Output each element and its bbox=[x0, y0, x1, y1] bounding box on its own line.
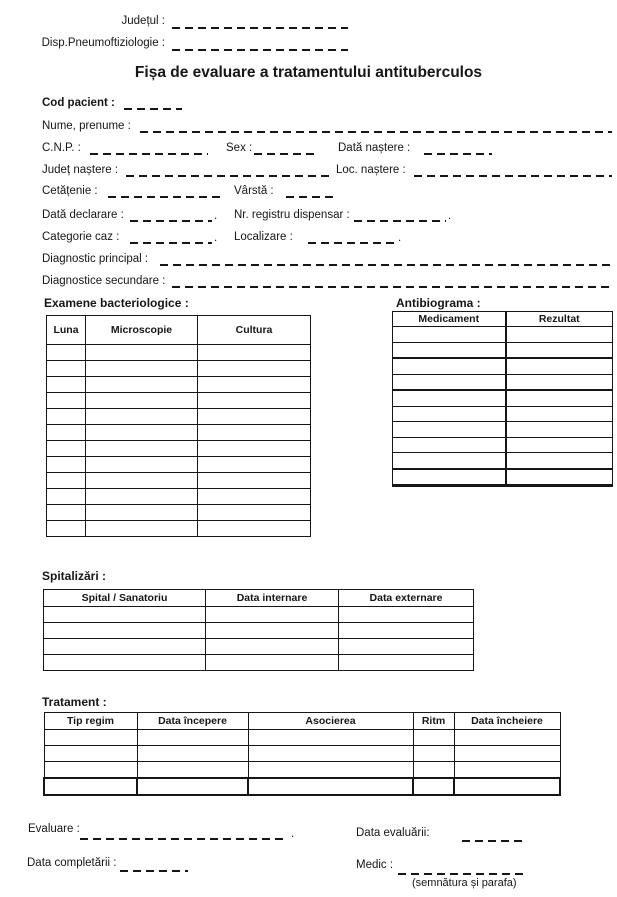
empty-cell bbox=[393, 437, 506, 453]
empty-cell bbox=[198, 393, 311, 409]
evaluare-label: Evaluare : bbox=[28, 823, 80, 835]
diagnostic-principal-blank bbox=[160, 264, 612, 266]
empty-row bbox=[44, 730, 560, 746]
tratament-heading: Tratament : bbox=[42, 695, 107, 709]
categorie-caz-label: Categorie caz : bbox=[42, 231, 120, 243]
empty-row bbox=[47, 377, 311, 393]
empty-cell bbox=[86, 489, 198, 505]
empty-cell bbox=[44, 655, 206, 671]
empty-cell bbox=[454, 762, 560, 779]
evaluare-blank bbox=[80, 838, 288, 840]
empty-cell bbox=[454, 746, 560, 762]
empty-cell bbox=[137, 778, 248, 795]
column-header: Ritm bbox=[413, 713, 454, 730]
empty-cell bbox=[47, 457, 86, 473]
empty-cell bbox=[198, 377, 311, 393]
empty-cell bbox=[339, 655, 474, 671]
empty-cell bbox=[198, 521, 311, 537]
empty-cell bbox=[206, 655, 339, 671]
empty-row bbox=[47, 457, 311, 473]
empty-cell bbox=[206, 639, 339, 655]
empty-cell bbox=[413, 762, 454, 779]
empty-cell bbox=[506, 469, 613, 486]
empty-cell bbox=[47, 393, 86, 409]
empty-cell bbox=[44, 639, 206, 655]
varsta-blank bbox=[286, 196, 334, 198]
empty-row bbox=[393, 390, 613, 406]
header-row bbox=[44, 590, 474, 607]
empty-row bbox=[47, 393, 311, 409]
empty-row bbox=[47, 441, 311, 457]
column-header: Tip regim bbox=[44, 713, 137, 730]
empty-cell bbox=[86, 425, 198, 441]
cetatenie-label: Cetățenie : bbox=[42, 185, 98, 197]
empty-row bbox=[47, 425, 311, 441]
empty-row bbox=[393, 327, 613, 343]
empty-cell bbox=[393, 374, 506, 390]
data-declarare-blank bbox=[130, 220, 212, 222]
judet-nastere-blank bbox=[126, 175, 330, 177]
empty-row bbox=[393, 422, 613, 438]
empty-cell bbox=[393, 469, 506, 486]
empty-row bbox=[47, 361, 311, 377]
column-header: Medicament bbox=[393, 312, 506, 327]
medic-label: Medic : bbox=[356, 859, 394, 871]
empty-cell bbox=[339, 607, 474, 623]
empty-cell bbox=[86, 361, 198, 377]
judetul-blank bbox=[172, 27, 348, 29]
column-header: Cultura bbox=[198, 316, 311, 345]
data-nastere-label: Dată naștere : bbox=[338, 142, 411, 154]
period-mark: . bbox=[448, 210, 452, 222]
empty-cell bbox=[506, 327, 613, 343]
examene-heading: Examene bacteriologice : bbox=[44, 296, 189, 310]
empty-row bbox=[393, 406, 613, 422]
empty-cell bbox=[198, 441, 311, 457]
empty-row bbox=[393, 358, 613, 374]
empty-row bbox=[393, 453, 613, 469]
empty-cell bbox=[47, 521, 86, 537]
localizare-label: Localizare : bbox=[234, 231, 293, 243]
empty-cell bbox=[86, 409, 198, 425]
localizare-blank bbox=[308, 242, 396, 244]
empty-cell bbox=[86, 345, 198, 361]
empty-cell bbox=[137, 746, 248, 762]
loc-nastere-blank bbox=[414, 175, 612, 177]
column-header: Spital / Sanatoriu bbox=[44, 590, 206, 607]
empty-cell bbox=[413, 746, 454, 762]
column-header: Microscopie bbox=[86, 316, 198, 345]
empty-cell bbox=[47, 425, 86, 441]
empty-cell bbox=[506, 390, 613, 406]
dispensar-label: Disp.Pneumoftiziologie : bbox=[41, 37, 165, 49]
empty-cell bbox=[339, 623, 474, 639]
empty-cell bbox=[198, 457, 311, 473]
empty-cell bbox=[454, 778, 560, 795]
empty-cell bbox=[248, 778, 413, 795]
cod-pacient-blank bbox=[124, 108, 182, 110]
empty-row bbox=[47, 489, 311, 505]
empty-cell bbox=[47, 505, 86, 521]
empty-cell bbox=[506, 358, 613, 374]
period-mark: . bbox=[398, 232, 402, 244]
judet-nastere-label: Județ naștere : bbox=[42, 164, 119, 176]
empty-cell bbox=[393, 422, 506, 438]
data-evaluarii-blank bbox=[462, 840, 524, 842]
antibiograma-heading: Antibiograma : bbox=[396, 296, 481, 310]
empty-cell bbox=[44, 623, 206, 639]
judetul-label: Județul : bbox=[121, 15, 165, 27]
empty-cell bbox=[44, 778, 137, 795]
empty-cell bbox=[506, 437, 613, 453]
empty-cell bbox=[506, 453, 613, 469]
varsta-label: Vârstă : bbox=[234, 185, 274, 197]
column-header: Data internare bbox=[206, 590, 339, 607]
empty-cell bbox=[44, 762, 137, 779]
nume-prenume-blank bbox=[140, 131, 612, 133]
empty-row bbox=[47, 473, 311, 489]
empty-cell bbox=[198, 489, 311, 505]
empty-cell bbox=[137, 762, 248, 779]
empty-cell bbox=[506, 342, 613, 358]
antibiograma-table bbox=[392, 311, 613, 487]
cod-pacient-label: Cod pacient : bbox=[42, 97, 115, 109]
period-mark: . bbox=[291, 828, 295, 840]
tratament-table bbox=[43, 712, 561, 796]
empty-row bbox=[44, 607, 474, 623]
empty-cell bbox=[248, 746, 413, 762]
sex-blank bbox=[254, 153, 316, 155]
empty-row bbox=[44, 639, 474, 655]
nume-prenume-label: Nume, prenume : bbox=[42, 120, 131, 132]
empty-cell bbox=[339, 639, 474, 655]
empty-row bbox=[393, 437, 613, 453]
empty-cell bbox=[198, 345, 311, 361]
diagnostice-secundare-label: Diagnostice secundare : bbox=[42, 275, 166, 287]
empty-cell bbox=[86, 457, 198, 473]
empty-cell bbox=[198, 409, 311, 425]
empty-row bbox=[44, 746, 560, 762]
empty-cell bbox=[413, 730, 454, 746]
column-header: Luna bbox=[47, 316, 86, 345]
data-nastere-blank bbox=[424, 153, 492, 155]
semnatura-note: (semnătura și parafa) bbox=[412, 877, 517, 889]
empty-cell bbox=[47, 345, 86, 361]
cetatenie-blank bbox=[108, 196, 224, 198]
empty-row bbox=[44, 623, 474, 639]
empty-row bbox=[47, 505, 311, 521]
period-mark: . bbox=[214, 232, 218, 244]
cnp-blank bbox=[90, 153, 208, 155]
categorie-caz-blank bbox=[130, 242, 212, 244]
empty-cell bbox=[44, 746, 137, 762]
empty-cell bbox=[454, 730, 560, 746]
column-header: Data încheiere bbox=[454, 713, 560, 730]
empty-cell bbox=[47, 409, 86, 425]
period-mark: . bbox=[214, 210, 218, 222]
page-title: Fișa de evaluare a tratamentului antituberculos bbox=[134, 64, 483, 81]
empty-row bbox=[393, 374, 613, 390]
diagnostice-secundare-blank bbox=[172, 286, 612, 288]
column-header: Asocierea bbox=[248, 713, 413, 730]
empty-row bbox=[44, 655, 474, 671]
empty-cell bbox=[206, 607, 339, 623]
sex-label: Sex : bbox=[226, 142, 253, 154]
empty-row bbox=[393, 342, 613, 358]
column-header: Data externare bbox=[339, 590, 474, 607]
empty-row bbox=[44, 762, 560, 779]
empty-cell bbox=[393, 327, 506, 343]
examene-table bbox=[46, 315, 311, 537]
empty-cell bbox=[198, 473, 311, 489]
spitalizari-heading: Spitalizări : bbox=[42, 569, 107, 583]
empty-cell bbox=[248, 762, 413, 779]
empty-cell bbox=[47, 473, 86, 489]
data-completarii-blank bbox=[120, 870, 188, 872]
header-row bbox=[393, 312, 613, 327]
empty-cell bbox=[248, 730, 413, 746]
data-completarii-label: Data completării : bbox=[27, 857, 117, 869]
empty-cell bbox=[47, 489, 86, 505]
empty-row bbox=[47, 345, 311, 361]
empty-cell bbox=[198, 505, 311, 521]
medic-blank bbox=[398, 873, 528, 875]
data-declarare-label: Dată declarare : bbox=[42, 209, 124, 221]
empty-cell bbox=[393, 453, 506, 469]
empty-cell bbox=[137, 730, 248, 746]
empty-row bbox=[47, 521, 311, 537]
empty-cell bbox=[206, 623, 339, 639]
nr-registru-blank bbox=[354, 220, 446, 222]
empty-cell bbox=[86, 473, 198, 489]
empty-cell bbox=[413, 778, 454, 795]
empty-cell bbox=[44, 607, 206, 623]
empty-cell bbox=[86, 505, 198, 521]
empty-cell bbox=[44, 730, 137, 746]
empty-cell bbox=[393, 358, 506, 374]
empty-cell bbox=[86, 393, 198, 409]
empty-cell bbox=[506, 406, 613, 422]
header-row bbox=[44, 713, 560, 730]
empty-cell bbox=[198, 425, 311, 441]
empty-cell bbox=[393, 406, 506, 422]
data-evaluarii-label: Data evaluării: bbox=[356, 827, 430, 839]
column-header: Rezultat bbox=[506, 312, 613, 327]
empty-cell bbox=[47, 441, 86, 457]
nr-registru-label: Nr. registru dispensar : bbox=[234, 209, 350, 221]
header-row bbox=[47, 316, 311, 345]
empty-cell bbox=[47, 377, 86, 393]
empty-row bbox=[44, 778, 560, 795]
cnp-label: C.N.P. : bbox=[42, 142, 81, 154]
empty-cell bbox=[506, 374, 613, 390]
empty-cell bbox=[198, 361, 311, 377]
empty-cell bbox=[86, 441, 198, 457]
empty-cell bbox=[506, 422, 613, 438]
dispensar-blank bbox=[172, 49, 348, 51]
empty-cell bbox=[393, 390, 506, 406]
empty-cell bbox=[86, 521, 198, 537]
spitalizari-table bbox=[43, 589, 474, 671]
empty-cell bbox=[47, 361, 86, 377]
diagnostic-principal-label: Diagnostic principal : bbox=[42, 253, 149, 265]
empty-row bbox=[393, 469, 613, 486]
empty-row bbox=[47, 409, 311, 425]
loc-nastere-label: Loc. naștere : bbox=[336, 164, 406, 176]
column-header: Data începere bbox=[137, 713, 248, 730]
empty-cell bbox=[393, 342, 506, 358]
empty-cell bbox=[86, 377, 198, 393]
